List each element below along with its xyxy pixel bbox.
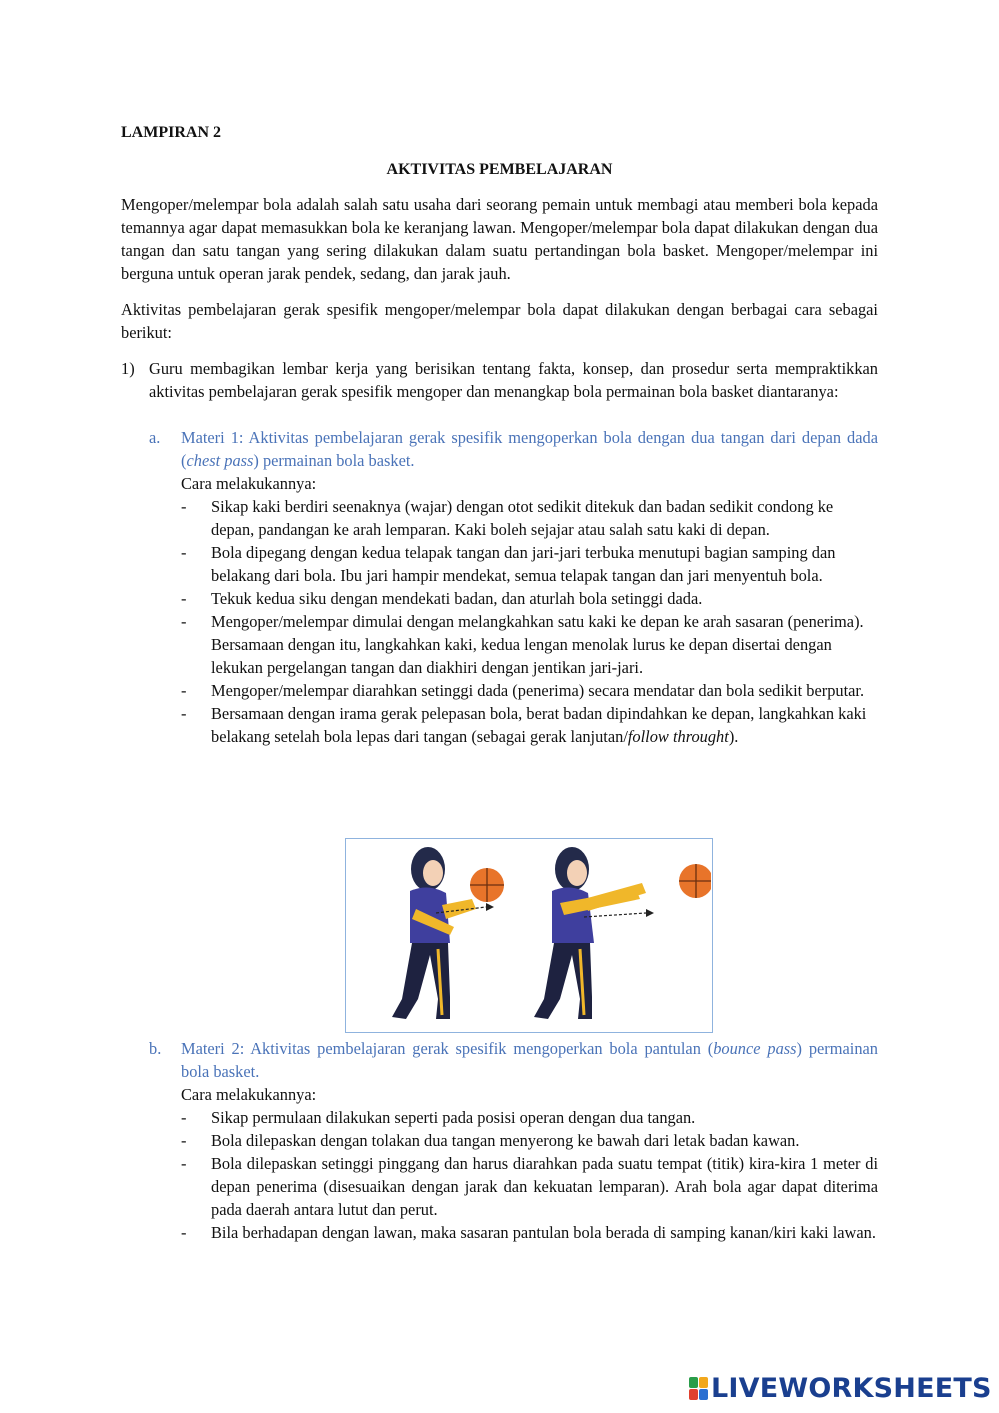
list-item: - Bersamaan dengan irama gerak pelepasan bola, berat badan dipindahkan ke depan, langkahkan kaki belakang setelah bola lepas dari tangan (sebagai gerak lanjutan/follow throught). <box>181 702 878 748</box>
sub-item-body <box>181 472 878 748</box>
player-1 <box>392 847 504 1019</box>
player-2 <box>534 847 711 1019</box>
steps-list <box>181 495 878 748</box>
list-number: 1) <box>121 359 135 378</box>
sub-item-a <box>149 426 878 748</box>
sub-item-heading: Materi 1: Aktivitas pembelajaran gerak spesifik mengoperkan bola dengan dua tangan dari depan dada (chest pass) permainan bola basket. <box>181 428 878 470</box>
list-item: - Mengoper/melempar diarahkan setinggi dada (penerima) secara mendatar dan bola sedikit berputar. <box>181 679 878 702</box>
sub-item-body <box>181 1083 878 1244</box>
list-item: - Bola dilepaskan setinggi pinggang dan harus diarahkan pada suatu tempat (titik) kira-kira 1 meter di depan penerima (disesuaikan dengan jarak dan kekuatan lemparan). Arah bola agar dapat diterima pada daerah antara lutut dan perut. <box>181 1152 878 1221</box>
logo-text: LIVEWORKSHEETS <box>711 1372 992 1404</box>
chest-pass-figure <box>345 838 713 1033</box>
list-item: - Bola dilepaskan dengan tolakan dua tangan menyerong ke bawah dari letak badan kawan. <box>181 1129 878 1152</box>
page-title: AKTIVITAS PEMBELAJARAN <box>386 161 613 178</box>
sub-item-letter: a. <box>149 428 161 447</box>
list-item: - Bola dipegang dengan kedua telapak tangan dan jari-jari terbuka menutupi bagian samping dan belakang dari bola. Ibu jari hampir mendekat, semua telapak tangan dan jari menyentuh bola. <box>181 541 878 587</box>
list-item-1 <box>121 357 878 403</box>
list-item: - Bila berhadapan dengan lawan, maka sasaran pantulan bola berada di samping kanan/kiri kaki lawan. <box>181 1221 878 1244</box>
steps-list <box>181 1106 878 1244</box>
methods-paragraph: Aktivitas pembelajaran gerak spesifik mengoper/melempar bola dapat dilakukan dengan berbagai cara sebagai berikut: <box>121 300 878 342</box>
sub-item-b <box>149 1037 878 1244</box>
liveworksheets-mark-icon <box>689 1377 708 1400</box>
chest-pass-illustration-icon <box>346 839 711 1031</box>
list-item: - Sikap permulaan dilakukan seperti pada posisi operan dengan dua tangan. <box>181 1106 878 1129</box>
list-item-text: Guru membagikan lembar kerja yang berisikan tentang fakta, konsep, dan prosedur serta mempraktikkan aktivitas pembelajaran gerak spesifik mengoper dan menangkap bola permainan bola basket diantaranya: <box>149 359 878 401</box>
list-item: - Sikap kaki berdiri seenaknya (wajar) dengan otot sedikit ditekuk dan badan sedikit condong ke depan, pandangan ke arah lemparan. Kaki boleh sejajar atau salah satu kaki di depan. <box>181 495 878 541</box>
intro-paragraph: Mengoper/melempar bola adalah salah satu usaha dari seorang pemain untuk membagi atau memberi bola kepada temannya agar dapat memasukkan bola ke keranjang lawan. Mengoper/melempar bola dapat dilakukan dengan dua tangan dan satu tangan yang sering dilakukan dalam suatu pertandingan bola basket. Mengoper/melempar ini berguna untuk operan jarak pendek, sedang, dan jarak jauh. <box>121 195 878 283</box>
list-item: - Tekuk kedua siku dengan mendekati badan, dan aturlah bola setinggi dada. <box>181 587 878 610</box>
how-label: Cara melakukannya: <box>181 474 317 493</box>
how-label: Cara melakukannya: <box>181 1085 317 1104</box>
sub-item-heading: Materi 2: Aktivitas pembelajaran gerak spesifik mengoperkan bola pantulan (bounce pass) permainan bola basket. <box>181 1039 879 1081</box>
page-heading: LAMPIRAN 2 <box>121 124 221 141</box>
list-item: - Mengoper/melempar dimulai dengan melangkahkan satu kaki ke depan ke arah sasaran (penerima). Bersamaan dengan itu, langkahkan kaki, kedua lengan menolak lurus ke depan disertai dengan lekukan pergelangan tangan dan diakhiri dengan jentikan jari-jari. <box>181 610 878 679</box>
liveworksheets-logo <box>689 1373 992 1403</box>
sub-item-letter: b. <box>149 1039 162 1058</box>
